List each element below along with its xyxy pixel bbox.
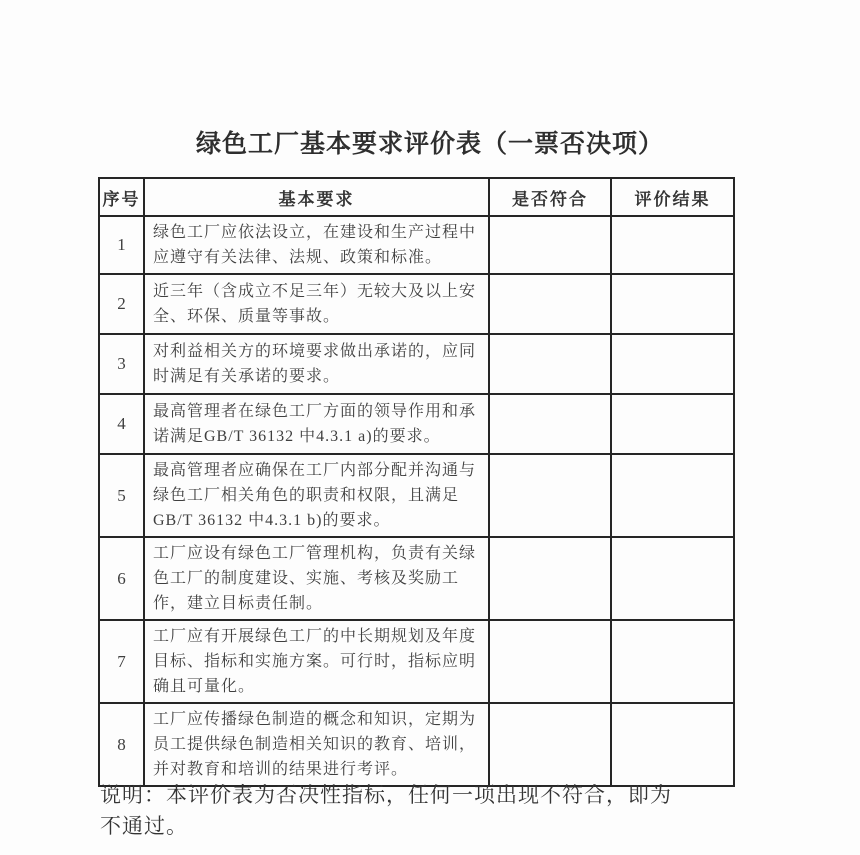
evaluation-table: [98, 177, 735, 787]
compliance-cell: [489, 620, 611, 703]
result-cell: [611, 394, 734, 454]
row-number-cell: 3: [99, 334, 144, 394]
table-row: [99, 216, 734, 274]
table-row: [99, 703, 734, 786]
table-header-row: [99, 178, 734, 216]
requirement-cell: 最高管理者在绿色工厂方面的领导作用和承诺满足GB/T 36132 中4.3.1 a)的要求。: [144, 394, 489, 454]
result-cell: [611, 703, 734, 786]
header-basic-requirement: 基本要求: [144, 178, 489, 216]
requirement-cell: 工厂应设有绿色工厂管理机构，负责有关绿色工厂的制度建设、实施、考核及奖励工作，建立目标责任制。: [144, 537, 489, 620]
row-number-cell: 7: [99, 620, 144, 703]
header-evaluation-result: 评价结果: [611, 178, 734, 216]
compliance-cell: [489, 537, 611, 620]
row-number-cell: 8: [99, 703, 144, 786]
compliance-cell: [489, 454, 611, 537]
requirement-cell: 对利益相关方的环境要求做出承诺的，应同时满足有关承诺的要求。: [144, 334, 489, 394]
requirement-cell: 工厂应有开展绿色工厂的中长期规划及年度目标、指标和实施方案。可行时，指标应明确且可量化。: [144, 620, 489, 703]
row-number-cell: 5: [99, 454, 144, 537]
table-row: [99, 274, 734, 334]
table-row: [99, 620, 734, 703]
result-cell: [611, 537, 734, 620]
table-row: [99, 537, 734, 620]
compliance-cell: [489, 334, 611, 394]
row-number-cell: 1: [99, 216, 144, 274]
requirement-cell: 工厂应传播绿色制造的概念和知识，定期为员工提供绿色制造相关知识的教育、培训，并对教育和培训的结果进行考评。: [144, 703, 489, 786]
compliance-cell: [489, 216, 611, 274]
row-number-cell: 4: [99, 394, 144, 454]
requirement-cell: 近三年（含成立不足三年）无较大及以上安全、环保、质量等事故。: [144, 274, 489, 334]
result-cell: [611, 216, 734, 274]
compliance-cell: [489, 703, 611, 786]
table-row: [99, 334, 734, 394]
header-serial-number: 序号: [99, 178, 144, 216]
table-row: [99, 454, 734, 537]
header-compliance: 是否符合: [489, 178, 611, 216]
requirement-cell: 绿色工厂应依法设立，在建设和生产过程中应遵守有关法律、法规、政策和标准。: [144, 216, 489, 274]
result-cell: [611, 274, 734, 334]
compliance-cell: [489, 394, 611, 454]
result-cell: [611, 334, 734, 394]
result-cell: [611, 454, 734, 537]
table-row: [99, 394, 734, 454]
footnote: 说明：本评价表为否决性指标，任何一项出现不符合，即为不通过。: [100, 783, 672, 838]
compliance-cell: [489, 274, 611, 334]
result-cell: [611, 620, 734, 703]
requirement-cell: 最高管理者应确保在工厂内部分配并沟通与绿色工厂相关角色的职责和权限，且满足GB/T 36132 中4.3.1 b)的要求。: [144, 454, 489, 537]
page-title: 绿色工厂基本要求评价表（一票否决项）: [195, 130, 664, 158]
row-number-cell: 2: [99, 274, 144, 334]
row-number-cell: 6: [99, 537, 144, 620]
